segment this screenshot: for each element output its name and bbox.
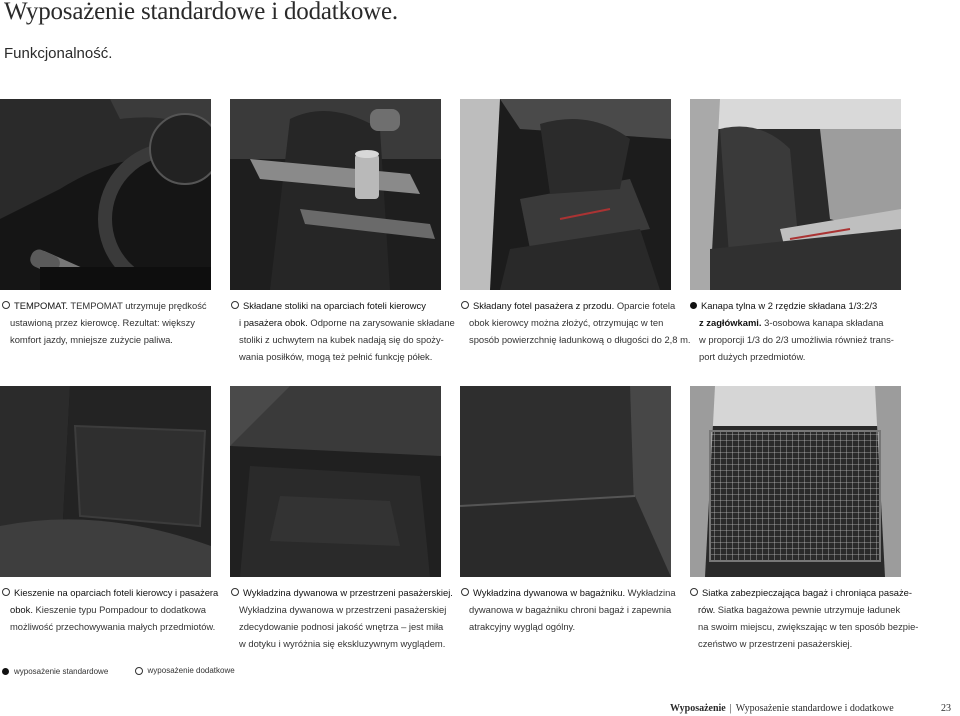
optional-marker-icon <box>461 588 469 596</box>
photo-cabin-carpet <box>230 386 441 577</box>
footer-title: Wyposażenie standardowe i dodatkowe <box>735 703 894 714</box>
item-caption-folding-tables: Składane stoliki na oparciach foteli kierowcy i pasażera obok. Odporne na zarysowanie składane stoliki z uchwytem na kubek nadają się do spoży- wania posiłków, mogą też pełnić funkcję półek. <box>231 297 443 365</box>
optional-marker-icon <box>461 301 469 309</box>
photo-folding-seat <box>460 99 671 290</box>
item-caption-trunk-carpet: Wykładzina dywanowa w bagażniku. Wykładzina dywanowa w bagażniku chroni bagaż i zapewnia atrakcyjny wygląd ogólny. <box>461 584 673 635</box>
page-footer <box>670 703 894 714</box>
legend-optional: wyposażenie dodatkowe <box>135 666 235 675</box>
standard-marker-icon <box>690 302 697 309</box>
optional-marker-icon <box>231 301 239 309</box>
photo-trunk-carpet <box>460 386 671 577</box>
footer-section: Wyposażenie <box>670 703 726 714</box>
optional-marker-icon <box>2 301 10 309</box>
photo-seat-pockets <box>0 386 211 577</box>
photo-rear-bench <box>690 99 901 290</box>
page-title: Wyposażenie standardowe i dodatkowe. <box>4 0 398 25</box>
page-number: 23 <box>941 703 951 714</box>
optional-marker-icon <box>135 667 143 675</box>
standard-marker-icon <box>2 668 9 675</box>
optional-marker-icon <box>231 588 239 596</box>
item-caption-tempomat: TEMPOMAT. TEMPOMAT utrzymuje prędkość ustawioną przez kierowcę. Rezultat: większy komfort jazdy, mniejsze zużycie paliwa. <box>2 297 214 348</box>
item-caption-seat-pockets: Kieszenie na oparciach foteli kierowcy i pasażera obok. Kieszenie typu Pompadour to dodatkowa możliwość przechowywania małych przedmiotów. <box>2 584 214 635</box>
photo-folding-tables <box>230 99 441 290</box>
optional-marker-icon <box>2 588 10 596</box>
item-caption-cargo-net: Siatka zabezpieczająca bagaż i chroniąca pasaże- rów. Siatka bagażowa pewnie utrzymuje ładunek na swoim miejscu, zwiększając w ten sposób bezpie- czeństwo w przestrzeni pasażerskiej. <box>690 584 902 652</box>
photo-cargo-net <box>690 386 901 577</box>
photo-tempomat <box>0 99 211 290</box>
item-caption-rear-bench: Kanapa tylna w 2 rzędzie składana 1/3:2/3 z zagłówkami. 3-osobowa kanapa składana w proporcji 1/3 do 2/3 umożliwia również trans- port dużych przedmiotów. <box>690 297 902 365</box>
page-subtitle: Funkcjonalność. <box>4 45 113 62</box>
footer-separator: | <box>729 703 732 714</box>
optional-marker-icon <box>690 588 698 596</box>
item-caption-folding-seat: Składany fotel pasażera z przodu. Oparcie fotela obok kierowcy można złożyć, otrzymując w ten sposób powierzchnię ładunkową o długości do 2,8 m. <box>461 297 673 348</box>
item-caption-cabin-carpet: Wykładzina dywanowa w przestrzeni pasażerskiej. Wykładzina dywanowa w przestrzeni pasażerskiej zdecydowanie podnosi jakość wnętrza – jest miła w dotyku i wyróżnia się ekskluzywnym wyglądem. <box>231 584 443 652</box>
equipment-legend <box>2 666 259 677</box>
legend-standard: wyposażenie standardowe <box>2 667 108 676</box>
